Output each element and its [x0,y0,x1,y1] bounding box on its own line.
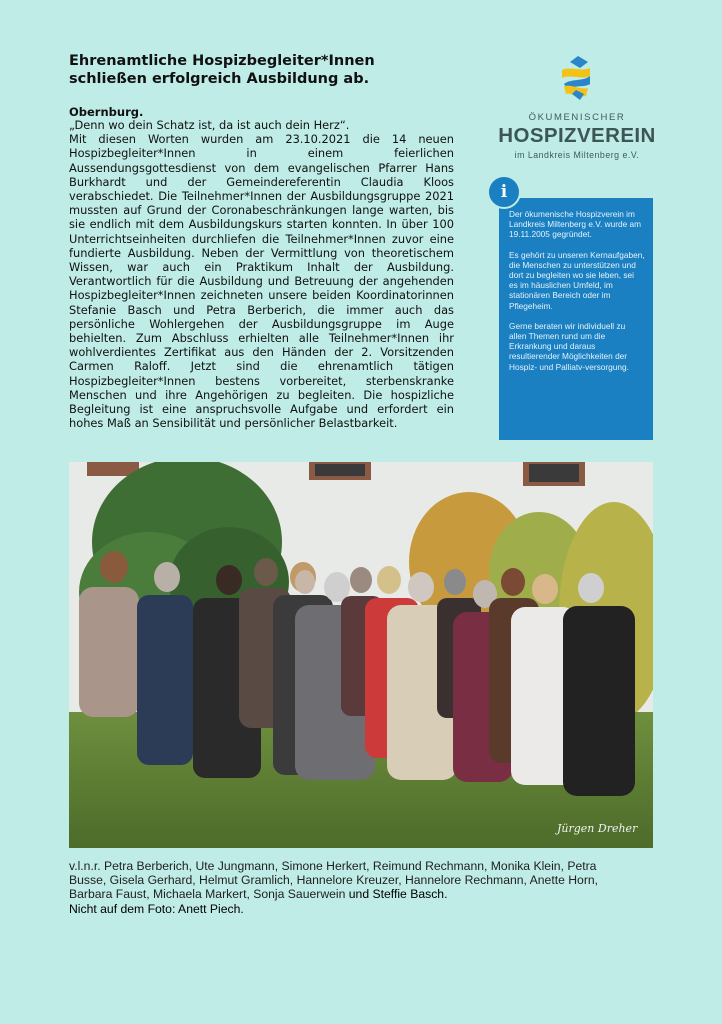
group-photo-illustration [69,462,653,848]
info-paragraph-advice: Gerne beraten wir individuell zu allen Themen rund um die Erkrankung und daraus resultierender Möglichkeiten der Hospiz- und Palliatv-versorgung. [509,320,629,372]
photo-caption [69,859,629,916]
photographer-signature: Jürgen Dreher [557,822,638,835]
group-photo [69,462,653,848]
caption-names: v.l.n.r. Petra Berberich, Ute Jungmann, Simone Herkert, Reimund Rechmann, Monika Klein, Petra Busse, Gisela Gerhard, Helmut Gramlich, Hannelore Kreuzer, Hannelore Rechmann, Anette Horn, Barbara Faust, Michaela Markert, Sonja Sauerwein [69,859,599,902]
article-headline: Ehrenamtliche Hospizbegleiter*Innen schließen erfolgreich Ausbildung ab. [69,53,375,87]
info-icon: i [487,175,521,209]
article-body [69,118,454,430]
hospizverein-logo [498,54,658,166]
article-paragraph: Mit diesen Worten wurden am 23.10.2021 die 14 neuen Hospizbegleiter*Innen in einem feierlichen Aussendungsgottesdienst von dem evangelischen Pfarrer Hans Burkhardt und der Gemeindereferentin Claudia Kloos verabschiedet. Die Teilnehmer*Innen der Ausbildungsgruppe 2021 mussten auf Grund der Coronabeschränkungen lange warten, bis sie endlich mit dem Ausbildungskurs starten konnten. In über 100 Unterrichtseinheiten durchliefen die Teilnehmer*Innen zuvor eine fundierte Ausbildung. Neben der Vermittlung von theoretischem Wissen, war auch ein Praktikum Inhalt der Ausbildung. Verantwortlich für die Ausbildung und Betreuung der angehenden Hospizbegleiter*Innen zeichneten unsere beiden Koordinatorinnen Stefanie Basch und Petra Berberich, die immer auch das persönliche Wohlergehen der Ausbildungsgruppe im Auge behielten. Zum Abschluss erhielten alle Teilnehmer*Innen ihr wohlverdientes Zertifikat aus den Händen der 2. Vorsitzenden Carmen Raloff. Jetzt sind die ehrenamtlich tätigen Hospizbegleiter*Innen bestens vorbereitet, sterbenskranke Menschen und ihre Angehörigen zu begleiten. Die hospizliche Begleitung ist eine anspruchsvolle Aufgabe und erfordert ein hohes Maß an Sensibilität und persönlicher Belastbarkeit. [69,132,454,431]
group-of-people [79,551,635,796]
logo-text-line1: ÖKUMENISCHER [528,112,626,123]
info-paragraph-founding: Der ökumenische Hospizverein im Landkreis Miltenberg e.V. wurde am 19.11.2005 gegründet. [509,209,642,240]
article-quote: „Denn wo dein Schatz ist, da ist auch dein Herz“. [69,118,350,132]
logo-text-line3: im Landkreis Miltenberg e.V. [514,150,640,160]
info-paragraph-tasks: Es gehört zu unseren Kernaufgaben, die Menschen zu unterstützen und dort zu begleiten wo sie leben, sei es im häuslichen Umfeld, im stationären Bereich oder im Pflegeheim. [509,249,645,311]
article-place: Obernburg. [69,105,144,119]
caption-absent-note: Nicht auf dem Foto: Anett Piech. [69,901,244,916]
logo-text-line2: HOSPIZVEREIN [498,124,656,147]
hospiz-ribbon-logo-icon [558,54,594,102]
building-window-center-glass [315,464,365,476]
info-box [499,198,653,440]
caption-names-end: und Steffie Basch. [345,887,448,902]
building-window-right-glass [529,464,579,482]
